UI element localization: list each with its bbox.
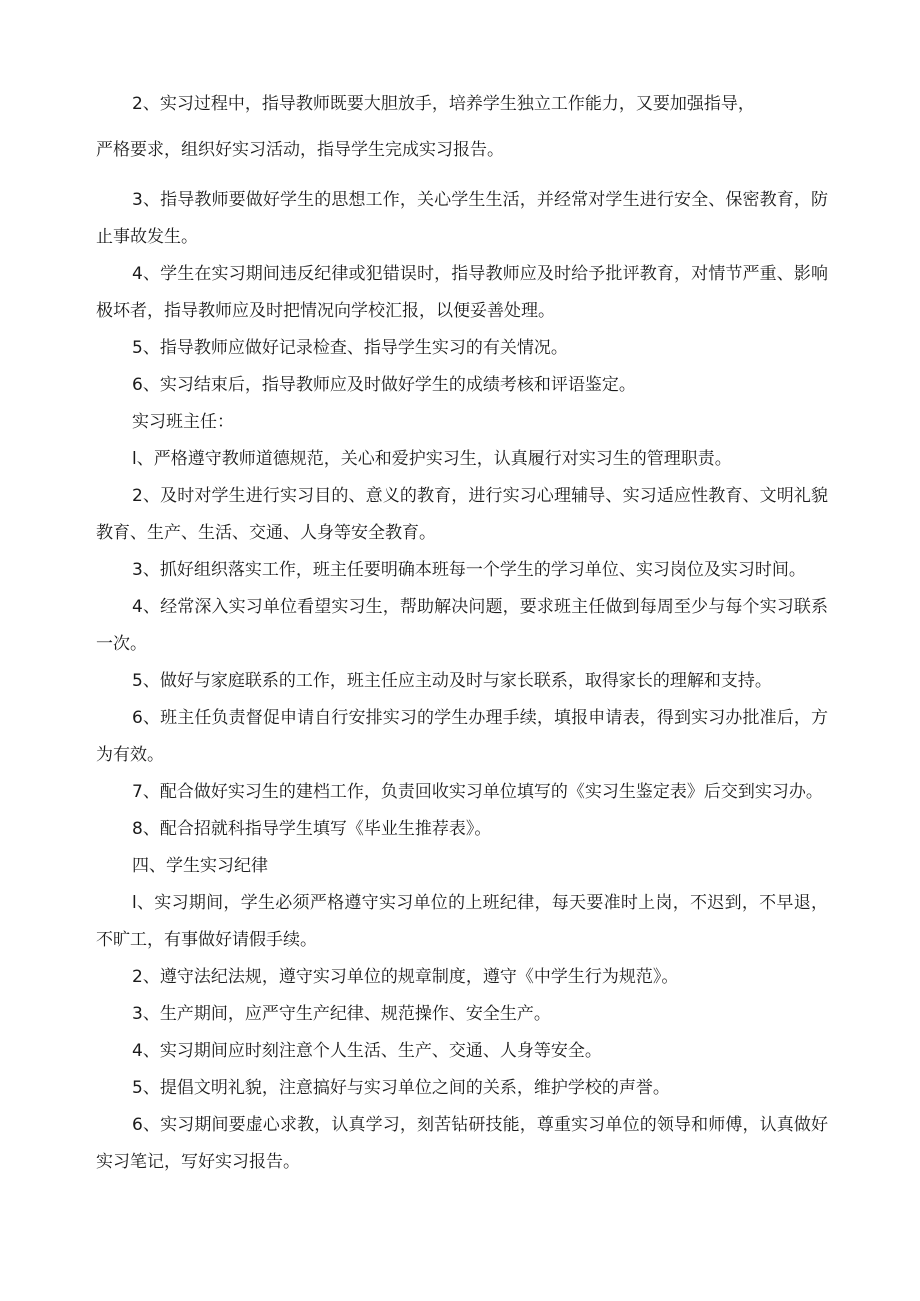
paragraph: 4、学生在实习期间违反纪律或犯错误时，指导教师应及时给予批评教育，对情节严重、影响极坏者，指导教师应及时把情况向学校汇报，以便妥善处理。 bbox=[96, 264, 828, 321]
paragraph: 2、实习过程中，指导教师既要大胆放手，培养学生独立工作能力，又要加强指导， bbox=[132, 94, 755, 114]
paragraph: 6、班主任负责督促申请自行安排实习的学生办理手续，填报申请表，得到实习办批准后，方为有效。 bbox=[96, 708, 828, 765]
paragraph: 严格要求，组织好实习活动，指导学生完成实习报告。 bbox=[96, 140, 504, 160]
paragraph: 3、指导教师要做好学生的思想工作，关心学生生活，并经常对学生进行安全、保密教育，防止事故发生。 bbox=[96, 190, 828, 247]
paragraph: 4、经常深入实习单位看望实习生，帮助解决问题，要求班主任做到每周至少与每个实习联系一次。 bbox=[96, 597, 828, 654]
paragraph: 8、配合招就科指导学生填写《毕业生推荐表》。 bbox=[132, 819, 492, 839]
section-heading: 四、学生实习纪律 bbox=[132, 856, 268, 876]
section-heading: 实习班主任： bbox=[132, 412, 234, 432]
paragraph: 7、配合做好实习生的建档工作，负责回收实习单位填写的《实习生鉴定表》后交到实习办。 bbox=[132, 782, 823, 802]
paragraph: 3、抓好组织落实工作，班主任要明确本班每一个学生的学习单位、实习岗位及实习时间。 bbox=[132, 560, 806, 580]
paragraph: 4、实习期间应时刻注意个人生活、生产、交通、人身等安全。 bbox=[132, 1041, 602, 1061]
paragraph: 6、实习结束后，指导教师应及时做好学生的成绩考核和评语鉴定。 bbox=[132, 375, 636, 395]
paragraph: l、严格遵守教师道德规范，关心和爱护实习生，认真履行对实习生的管理职责。 bbox=[132, 449, 732, 469]
paragraph: 6、实习期间要虚心求教，认真学习，刻苦钻研技能，尊重实习单位的领导和师傅，认真做好实习笔记，写好实习报告。 bbox=[96, 1115, 828, 1172]
paragraph: 2、及时对学生进行实习目的、意义的教育，进行实习心理辅导、实习适应性教育、文明礼貌教育、生产、生活、交通、人身等安全教育。 bbox=[96, 486, 828, 543]
paragraph: 5、提倡文明礼貌，注意搞好与实习单位之间的关系，维护学校的声誉。 bbox=[132, 1078, 670, 1098]
paragraph: l、实习期间，学生必须严格遵守实习单位的上班纪律，每天要准时上岗，不迟到，不早退，不旷工，有事做好请假手续。 bbox=[96, 893, 828, 950]
paragraph: 5、指导教师应做好记录检查、指导学生实习的有关情况。 bbox=[132, 338, 568, 358]
paragraph: 2、遵守法纪法规，遵守实习单位的规章制度，遵守《中学生行为规范》。 bbox=[132, 967, 679, 987]
paragraph: 5、做好与家庭联系的工作，班主任应主动及时与家长联系，取得家长的理解和支持。 bbox=[132, 671, 772, 691]
paragraph: 3、生产期间，应严守生产纪律、规范操作、安全生产。 bbox=[132, 1004, 551, 1024]
